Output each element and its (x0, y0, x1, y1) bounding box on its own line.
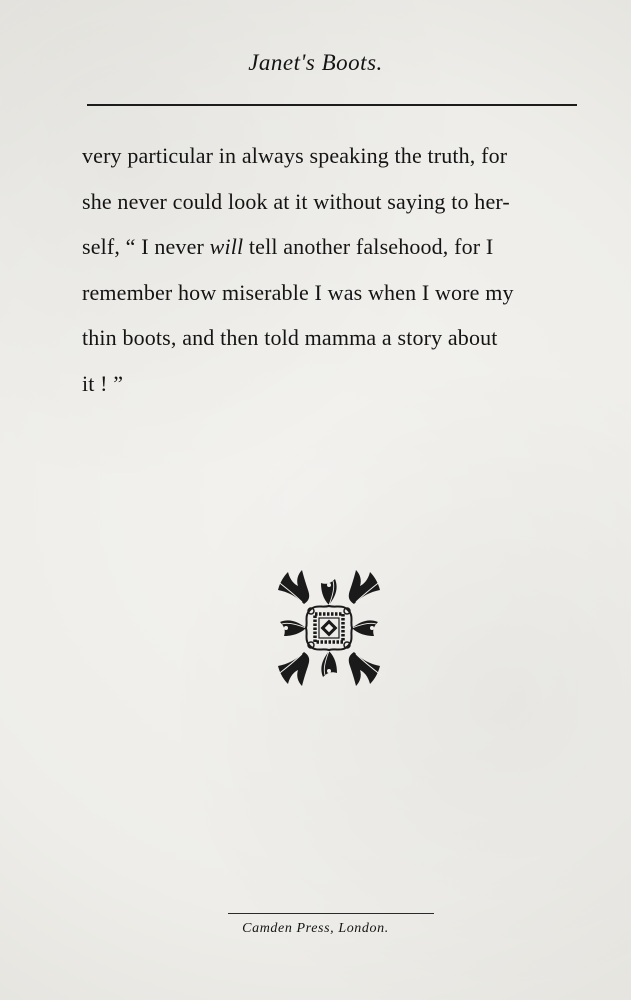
text-line: very particular in always speaking the truth, for (82, 143, 508, 168)
text-line (82, 224, 582, 270)
imprint-rule (228, 913, 434, 914)
text-line: thin boots, and then told mamma a story about (82, 325, 498, 350)
running-head: Janet's Boots. (248, 50, 383, 75)
emphasized-word: will (209, 234, 244, 259)
text-segment: self, “ I never (82, 234, 210, 259)
printer-imprint: Camden Press, London. (242, 921, 389, 936)
text-line: it ! ” (82, 370, 124, 396)
fleuron-ornament-icon (266, 566, 392, 690)
header-rule (87, 104, 577, 106)
body-text (82, 133, 582, 406)
text-line: remember how miserable I was when I wore my (82, 279, 514, 305)
text-segment: tell another falsehood, for I (243, 234, 494, 259)
text-line: she never could look at it without saying to her- (82, 188, 510, 214)
